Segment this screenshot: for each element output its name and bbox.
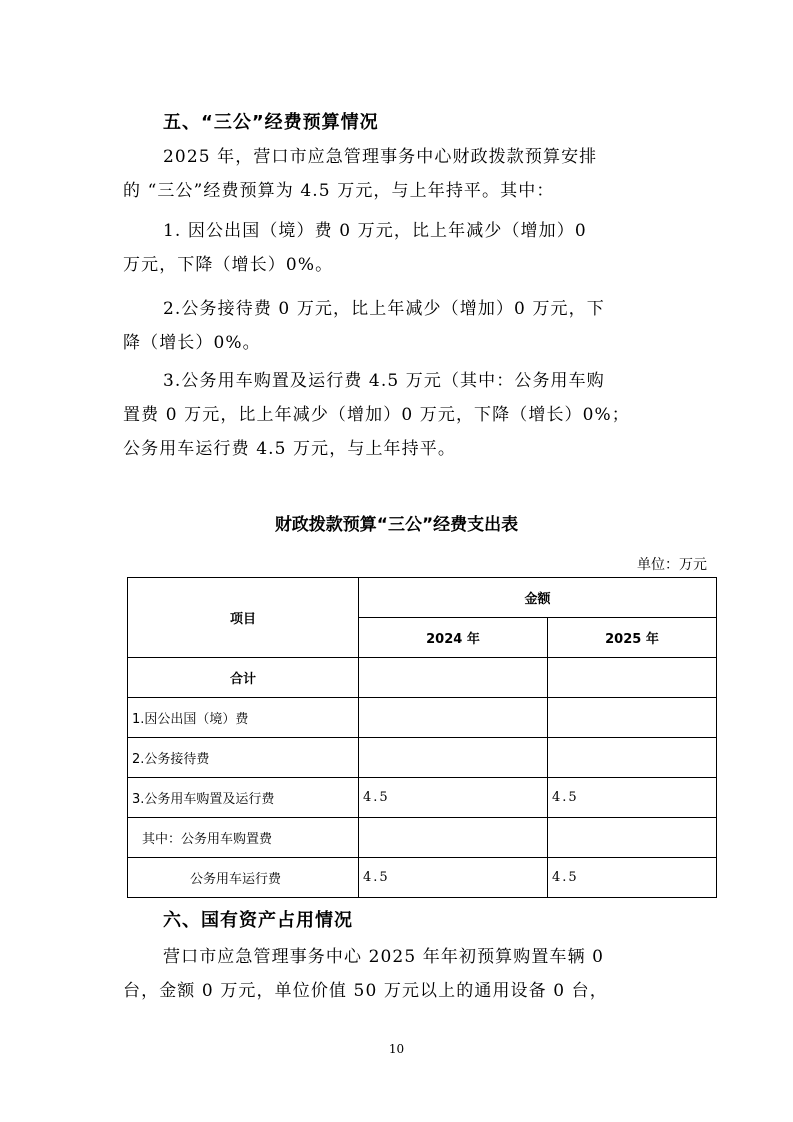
text-line: 置费 0 万元，比上年减少（增加）0 万元，下降（增长）0%；: [123, 405, 630, 425]
table-row: [128, 858, 717, 898]
header-year-2025: 2025 年: [548, 618, 717, 658]
cell-2025: 4.5: [548, 858, 717, 898]
header-item: 项目: [128, 578, 359, 658]
text-line: 2025 年，营口市应急管理事务中心财政拨款预算安排: [163, 147, 598, 167]
cell-2025: [548, 658, 717, 698]
row-label: 其中：公务用车购置费: [128, 818, 359, 858]
cell-2024: 4.5: [359, 858, 548, 898]
text-line: 台，金额 0 万元，单位价值 50 万元以上的通用设备 0 台，: [123, 981, 608, 1001]
text-line: 2.公务接待费 0 万元，比上年减少（增加）0 万元，下: [163, 299, 605, 319]
table-row: [128, 778, 717, 818]
cell-2025: [548, 818, 717, 858]
row-label: 公务用车运行费: [128, 858, 359, 898]
row-label: 2.公务接待费: [128, 738, 359, 778]
section-heading-six: 六、国有资产占用情况: [163, 910, 353, 931]
text-line: 的 “三公”经费预算为 4.5 万元，与上年持平。其中：: [123, 181, 555, 201]
cell-2024: [359, 738, 548, 778]
cell-2024: [359, 658, 548, 698]
table-row: [128, 658, 717, 698]
row-label: 1.因公出国（境）费: [128, 698, 359, 738]
table-title: 财政拨款预算“三公”经费支出表: [274, 515, 519, 535]
cell-2024: [359, 698, 548, 738]
cell-2024: 4.5: [359, 778, 548, 818]
row-label: 3.公务用车购置及运行费: [128, 778, 359, 818]
cell-2025: 4.5: [548, 778, 717, 818]
paragraph-vehicles: [123, 364, 675, 466]
row-label: 合计: [128, 658, 359, 698]
table-header-row: [128, 578, 717, 618]
text-line: 3.公务用车购置及运行费 4.5 万元（其中：公务用车购: [163, 371, 605, 391]
paragraph-overseas-travel: [123, 214, 675, 282]
text-line: 营口市应急管理事务中心 2025 年年初预算购置车辆 0: [163, 947, 605, 967]
header-amount: 金额: [359, 578, 717, 618]
text-line: 万元，下降（增长）0%。: [123, 255, 334, 275]
paragraph-budget-summary: [123, 140, 675, 208]
unit-label: 单位：万元: [637, 557, 707, 573]
cell-2025: [548, 698, 717, 738]
text-line: 降（增长）0%。: [123, 333, 261, 353]
section-heading-five: 五、“三公”经费预算情况: [163, 112, 379, 133]
paragraph-reception: [123, 292, 675, 360]
table-row: [128, 818, 717, 858]
cell-2024: [359, 818, 548, 858]
budget-table: [127, 577, 717, 898]
table-row: [128, 738, 717, 778]
text-line: 1. 因公出国（境）费 0 万元，比上年减少（增加）0: [163, 221, 587, 241]
header-year-2024: 2024 年: [359, 618, 548, 658]
page-number: 10: [388, 1042, 405, 1056]
text-line: 公务用车运行费 4.5 万元，与上年持平。: [123, 439, 456, 459]
table-row: [128, 698, 717, 738]
cell-2025: [548, 738, 717, 778]
paragraph-assets: [123, 940, 675, 1008]
